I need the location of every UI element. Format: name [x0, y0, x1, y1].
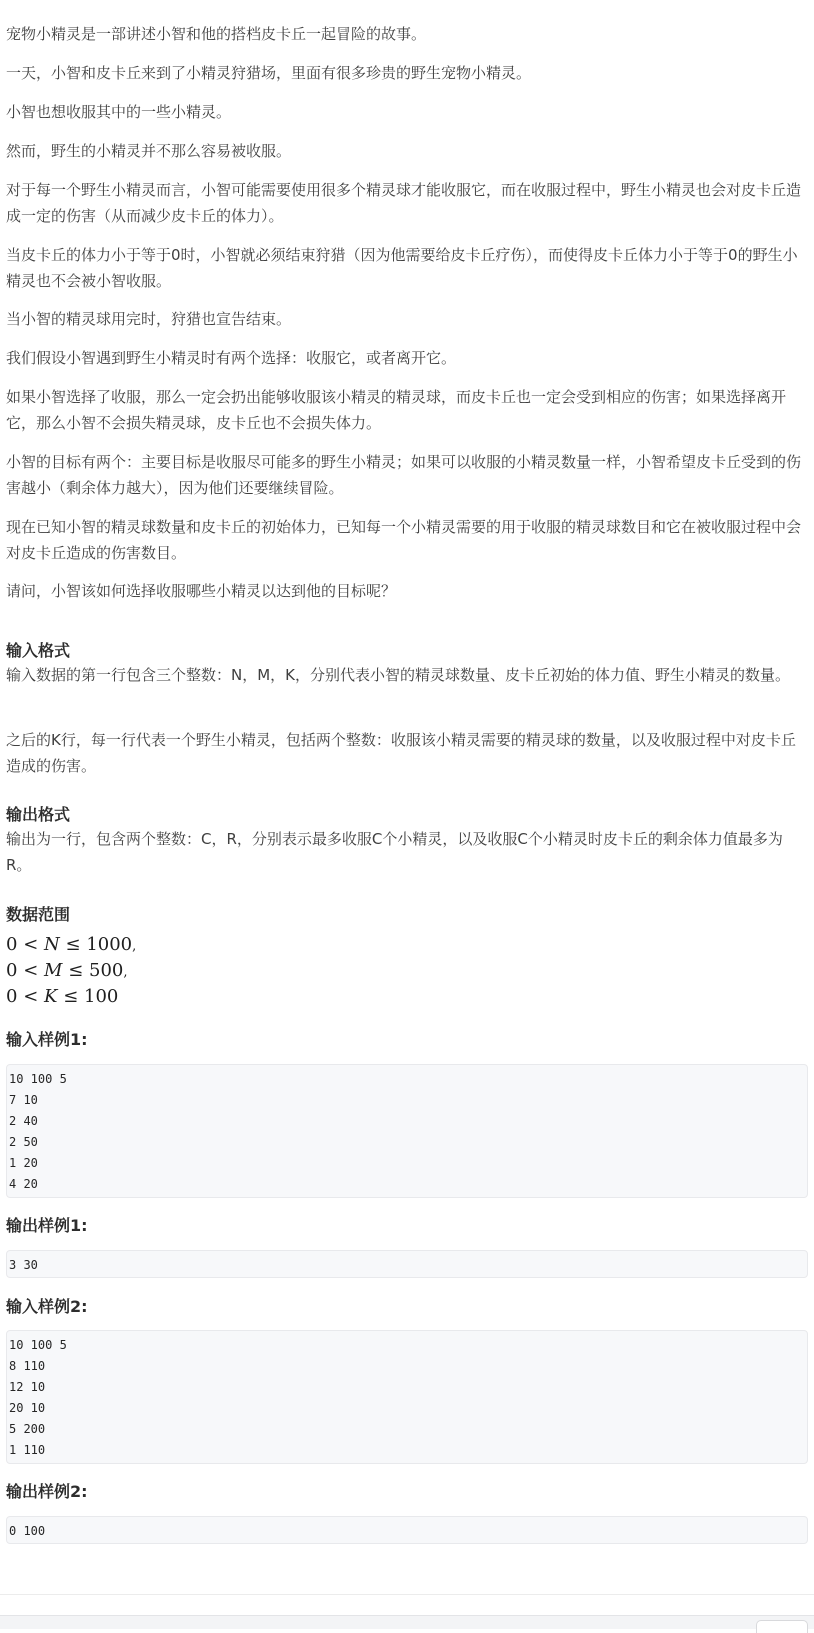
range-m: 0 < M ≤ 500, [6, 960, 128, 981]
output-format-heading: 输出格式 [6, 805, 71, 824]
code-line: 0 100 [9, 1524, 46, 1538]
data-range-heading: 数据范围 [6, 905, 71, 924]
code-line: 1 20 [9, 1156, 38, 1170]
section-divider [0, 1594, 814, 1595]
sample-output-1-heading: 输出样例1: [6, 1216, 88, 1235]
intro-paragraph-8: 我们假设小智遇到野生小精灵时有两个选择：收服它，或者离开它。 [6, 349, 457, 367]
sample-input-2-code[interactable] [6, 1330, 808, 1464]
code-line: 2 50 [9, 1135, 38, 1149]
code-line: 12 10 [9, 1380, 46, 1394]
intro-paragraph-6: 当皮卡丘的体力小于等于0时，小智就必须结束狩猎（因为他需要给皮卡丘疗伤），而使得皮卡丘体力小于等于0的野生小精灵也不会被小智收服。 [6, 246, 798, 290]
sample-input-1-heading: 输入样例1: [6, 1030, 88, 1049]
intro-paragraph-3: 小智也想收服其中的一些小精灵。 [6, 103, 232, 121]
bottom-toolbar [0, 1615, 814, 1629]
intro-paragraph-12: 请问，小智该如何选择收服哪些小精灵以达到他的目标呢？ [6, 582, 397, 600]
sample-output-2-code[interactable] [6, 1516, 808, 1544]
range-k: 0 < K ≤ 100 [6, 986, 119, 1007]
intro-paragraph-5: 对于每一个野生小精灵而言，小智可能需要使用很多个精灵球才能收服它，而在收服过程中，野生小精灵也会对皮卡丘造成一定的伤害（从而减少皮卡丘的体力）。 [6, 181, 802, 225]
input-format-heading: 输入格式 [6, 641, 71, 660]
intro-paragraph-7: 当小智的精灵球用完时，狩猎也宣告结束。 [6, 310, 292, 328]
code-line: 4 20 [9, 1177, 38, 1191]
code-line: 5 200 [9, 1422, 46, 1436]
sample-output-2-heading: 输出样例2: [6, 1482, 88, 1501]
code-line: 7 10 [9, 1093, 38, 1107]
code-line: 2 40 [9, 1114, 38, 1128]
sample-input-2-heading: 输入样例2: [6, 1297, 88, 1316]
code-line: 8 110 [9, 1359, 46, 1373]
intro-paragraph-2: 一天，小智和皮卡丘来到了小精灵狩猎场，里面有很多珍贵的野生宠物小精灵。 [6, 64, 532, 82]
sample-output-1-code[interactable] [6, 1250, 808, 1278]
range-n: 0 < N ≤ 1000, [6, 934, 137, 955]
output-format-paragraph: 输出为一行，包含两个整数：C，R，分别表示最多收服C个小精灵，以及收服C个小精灵时皮卡丘的剩余体力值最多为R。 [6, 830, 783, 874]
code-line: 3 30 [9, 1258, 38, 1272]
code-line: 20 10 [9, 1401, 46, 1415]
code-line: 10 100 5 [9, 1072, 67, 1086]
intro-paragraph-9: 如果小智选择了收服，那么一定会扔出能够收服该小精灵的精灵球，而皮卡丘也一定会受到相应的伤害；如果选择离开它，那么小智不会损失精灵球，皮卡丘也不会损失体力。 [6, 388, 787, 432]
bottom-toolbar-button[interactable] [756, 1620, 808, 1633]
input-format-paragraph-2: 之后的K行，每一行代表一个野生小精灵，包括两个整数：收服该小精灵需要的精灵球的数量，以及收服过程中对皮卡丘造成的伤害。 [6, 731, 796, 775]
sample-input-1-code[interactable] [6, 1064, 808, 1198]
input-format-paragraph-1: 输入数据的第一行包含三个整数：N，M，K，分别代表小智的精灵球数量、皮卡丘初始的体力值、野生小精灵的数量。 [6, 666, 791, 684]
intro-paragraph-4: 然而，野生的小精灵并不那么容易被收服。 [6, 142, 292, 160]
intro-paragraph-1: 宠物小精灵是一部讲述小智和他的搭档皮卡丘一起冒险的故事。 [6, 25, 427, 43]
intro-paragraph-11: 现在已知小智的精灵球数量和皮卡丘的初始体力，已知每一个小精灵需要的用于收服的精灵球数目和它在被收服过程中会对皮卡丘造成的伤害数目。 [6, 518, 802, 562]
intro-paragraph-10: 小智的目标有两个：主要目标是收服尽可能多的野生小精灵；如果可以收服的小精灵数量一样，小智希望皮卡丘受到的伤害越小（剩余体力越大），因为他们还要继续冒险。 [6, 453, 802, 497]
code-line: 10 100 5 [9, 1338, 67, 1352]
code-line: 1 110 [9, 1443, 46, 1457]
